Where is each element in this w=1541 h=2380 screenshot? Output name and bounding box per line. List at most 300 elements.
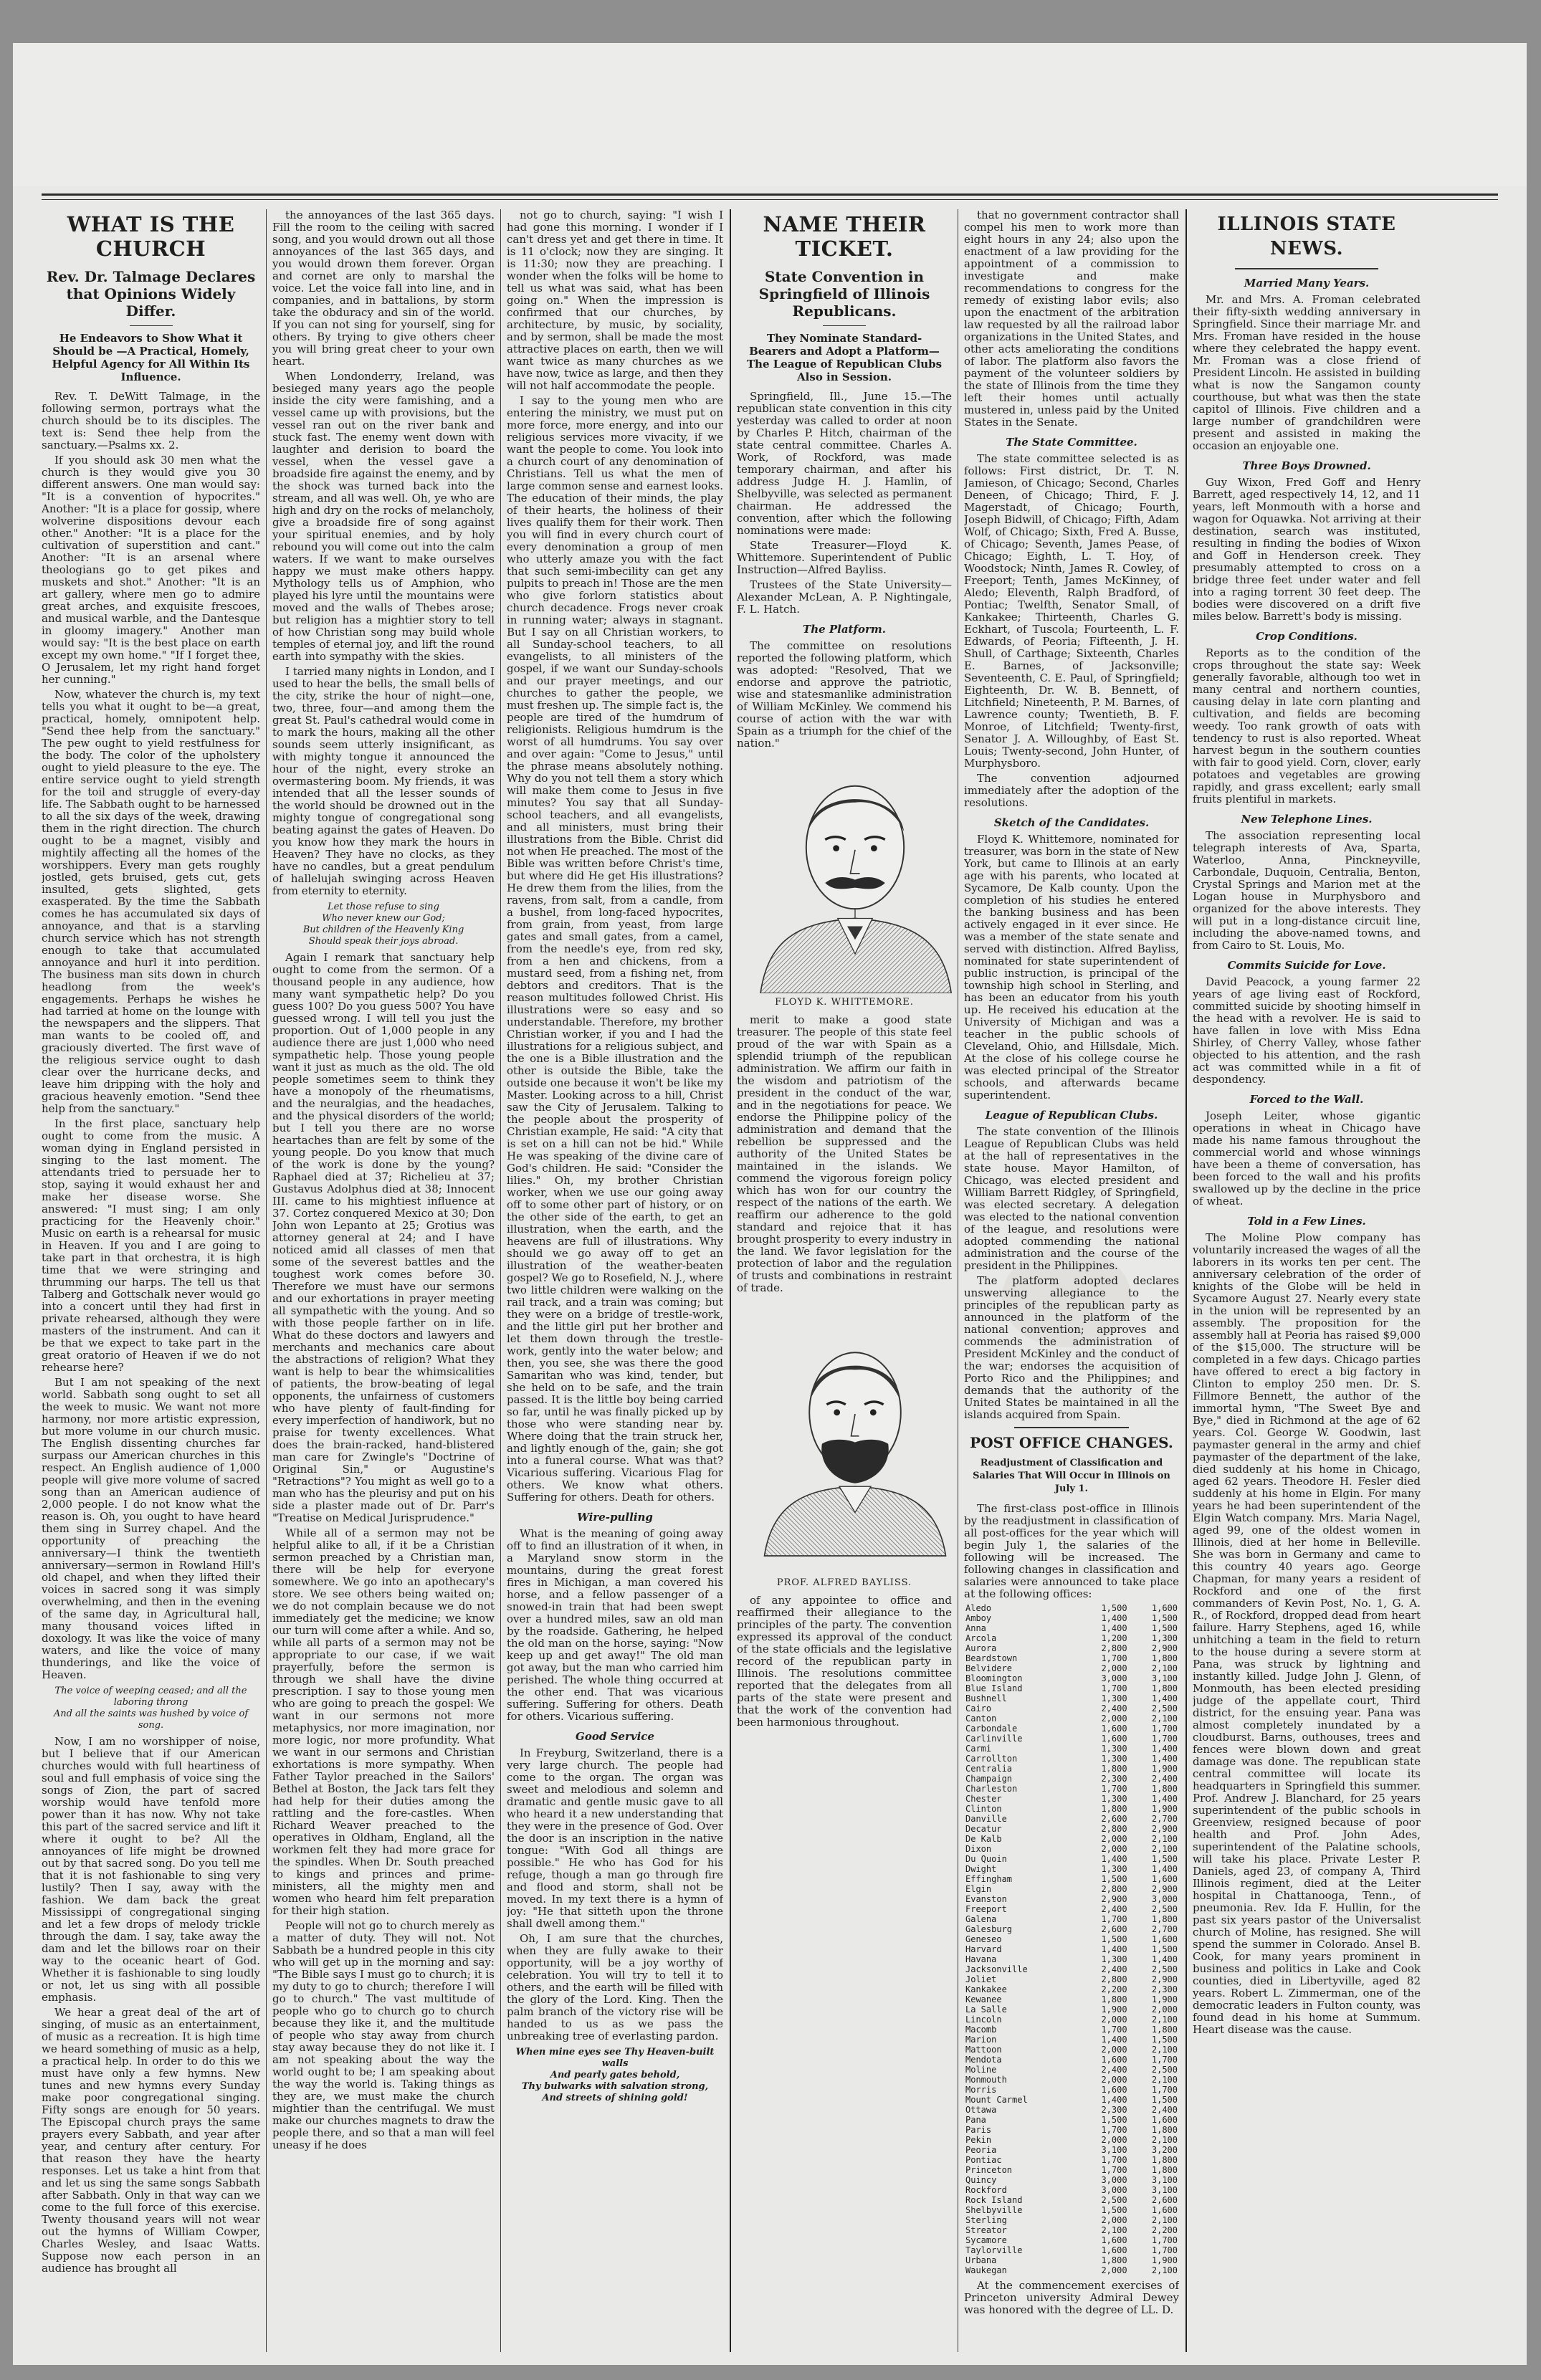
column-1 (42, 209, 260, 2352)
table-row (964, 1724, 1179, 1734)
table-row (964, 1653, 1179, 1663)
subdeck-convention: They Nominate Standard-Bearers and Adopt a Platform—The League of Republican Clubs Also in Session. (746, 332, 943, 383)
salary-cell: 2,000 (1101, 2015, 1127, 2025)
salary-cell: 2,000 (1101, 1844, 1127, 1854)
salary-cell: 1,600 (1151, 2115, 1178, 2125)
office-name-cell: Moline (965, 2065, 997, 2075)
salary-cell: 1,600 (1101, 2085, 1127, 2095)
office-name-cell: Bloomington (965, 1673, 1023, 1683)
office-name-cell: Peoria (965, 2145, 997, 2155)
headline-illinois-state-news: ILLINOIS STATE NEWS. (1217, 214, 1396, 259)
table-row (964, 1854, 1179, 1864)
table-row (964, 1613, 1179, 1623)
office-name-cell: Rockford (965, 2185, 1007, 2195)
table-row (964, 1964, 1179, 1974)
column-4 (737, 209, 952, 2352)
office-name-cell: Freeport (965, 1904, 1007, 1914)
salary-cell: 1,400 (1151, 1864, 1178, 1874)
news-item-title: Three Boys Drowned. (1242, 459, 1371, 472)
paragraph: Oh, I am sure that the churches, when they are fully awake to their opportunity, will be a joy worthy of celebration. You will try to tell it to others, and the earth will be filled with the glory of the Lord. King. Then the palm branch of the victory rise will be handed to us as we pass the unbreaking tree of everlasting pardon. (507, 1932, 723, 2042)
table-row (964, 2205, 1179, 2215)
salary-cell: 2,000 (1101, 2215, 1127, 2225)
salary-cell: 2,100 (1151, 2265, 1178, 2275)
salary-cell: 1,500 (1101, 1874, 1127, 1884)
news-item-text: The association representing local telegraph interests of Ava, Sparta, Waterloo, Anna, Pinckneyville, Carbondale, Duquoin, Centralia, Benton, Crystal Springs and Marion met at the Logan house in Murphysboro and organized for the above interests. They will put in a long-distance circuit line, including the above-named towns, and from Cairo to St. Louis, Mo. (1193, 829, 1421, 952)
salary-cell: 2,000 (1101, 2265, 1127, 2275)
salary-cell: 1,600 (1101, 2235, 1127, 2245)
office-name-cell: Pekin (965, 2135, 992, 2145)
salary-cell: 2,400 (1101, 2065, 1127, 2075)
paragraph: of any appointee to office and reaffirmed their allegiance to the principles of the party. The convention expressed its approval of the conduct of the state officials and the legislative record of the republican party in Illinois. The resolutions committee reported that the delegates from all parts of the state were present and that the work of the convention had been harmonious throughout. (737, 1594, 952, 1729)
table-row (964, 1984, 1179, 1994)
column-6 (1193, 209, 1421, 2352)
paragraph: When Londonderry, Ireland, was besieged many years ago the people inside the city were famishing, and a vessel came up with provisions, but the vessel ran out on the river bank and stuck fast. The enemy went down with laughter and derision to board the vessel, when the vessel gave a broadside fire against the enemy, and by the shock was turned back into the stream, and all was well. Oh, ye who are high and dry on the rocks of melancholy, give a broadside fire of song against your spiritual enemies, and by holy rebound you will come out into the calm waters. If we want to make ourselves happy we must make others happy. Mythology tells us of Amphion, who played his lyre until the mountains were moved and the walls of Thebes arose; but religion has a mightier story to tell of how Christian song may build whole temples of eternal joy, and lift the round earth into sympathy with the skies. (272, 370, 495, 663)
salary-cell: 1,500 (1151, 1944, 1178, 1954)
table-row (964, 2235, 1179, 2245)
table-row (964, 1734, 1179, 1744)
office-name-cell: Geneseo (965, 1934, 1002, 1944)
table-row (964, 1603, 1179, 1613)
section-title: League of Republican Clubs. (985, 1109, 1158, 1122)
salary-cell: 1,800 (1101, 1994, 1127, 2004)
subdeck-post-office: Readjustment of Classification and Salaries That Will Occur in Illinois on July 1. (973, 1458, 1170, 1494)
paragraph: But I am not speaking of the next world. Sabbath song ought to set all the week to music. We want not more harmony, nor more artistic expression, but more volume in our church music. The English dissenting churches far surpass our American churches in this respect. An English audience of 1,000 people will give more volume of sacred song than an American audience of 2,000 people. I do not know what the reason is. Oh, you ought to have heard them sing in Surrey chapel. And the opportunity of preaching the anniversary—I think the twentieth anniversary—sermon in Rowland Hill's old chapel, and when they lifted their voices in sacred song it was simply overwhelming, and then in the evening of the same day, in Agricultural hall, many thousand voices lifted in doxology. It was like the voice of many waters, and like the voice of many thunderings, and like the voice of Heaven. (42, 1376, 260, 1681)
paragraph: Rev. T. DeWitt Talmage, in the following sermon, portrays what the church should be to its disciples. The text is: Send thee help from the sanctuary.—Psalms xx. 2. (42, 390, 260, 451)
salary-cell: 2,300 (1101, 1774, 1127, 1784)
salary-cell: 1,600 (1101, 2245, 1127, 2255)
salary-cell: 1,800 (1151, 1784, 1178, 1794)
table-row (964, 1633, 1179, 1643)
salary-cell: 2,500 (1101, 2195, 1127, 2205)
salary-cell: 1,800 (1101, 1804, 1127, 1814)
poem-line: Let those refuse to sing (328, 902, 439, 912)
salary-cell: 2,100 (1151, 1834, 1178, 1844)
office-name-cell: Champaign (965, 1774, 1013, 1784)
salary-cell: 3,100 (1151, 2175, 1178, 2185)
salary-cell: 1,800 (1151, 2125, 1178, 2135)
paragraph: Now, whatever the church is, my text tells you what it ought to be—a great, practical, homely, omnipotent help. "Send thee help from the sanctuary." The pew ought to yield restfulness for the body. The color of the upholstery ought to yield pleasure to the eye. The entire service ought to yield strength for the toil and struggle of every-day life. The Sabbath ought to be harnessed to all the six days of the week, drawing them in the right direction. The church ought to be a magnet, visibly and mightily affecting all the homes of the worshippers. Every man gets roughly jostled, gets bruised, gets cut, gets insulted, gets slighted, gets exasperated. By the time the Sabbath comes he has accumulated six days of annoyance, and that is a starvling church service which has not strength enough to take that accumulated annoyance and hurl it into perdition. The business man sits down in church headlong from the week's engagements. Perhaps he wishes he had tarried at home on the lounge with the newspapers and the slippers. That man wants to be cooled off, and graciously diverted. The first wave of the religious service ought to dash clear over the hurricane decks, and leave him dripping with the holy and gracious heavenly emotion. "Send thee help from the sanctuary." (42, 688, 260, 1115)
table-row (964, 2035, 1179, 2045)
caption-whittemore: FLOYD K. WHITTEMORE. (775, 997, 914, 1008)
paragraph: If you should ask 30 men what the church is they would give you 30 different answers. One man would say: "It is a convention of hypocrites." Another: "It is a place for gossip, where wolverine dispositions devour each other." Another: "It is a place for the cultivation of superstition and cant." Another: "It is an arsenal where theologians go to get pikes and muskets and shot." Another: "It is an art gallery, where men go to admire great arches, and exquisite frescoes, and musical warble, and the Dantesque in gloomy imagery." Another man would say: "It is the best place on earth except my own home." "If I forget thee, O Jerusalem, let my right hand forget her cunning." (42, 454, 260, 686)
salary-cell: 1,700 (1101, 2155, 1127, 2165)
deck-talmage: Rev. Dr. Talmage Declares that Opinions Widely Differ. (46, 268, 256, 320)
salary-cell: 3,200 (1151, 2145, 1178, 2155)
poem-line: And streets of shining gold! (542, 2093, 688, 2103)
office-name-cell: Mattoon (965, 2045, 1002, 2055)
salary-cell: 1,700 (1151, 2235, 1178, 2245)
salary-cell: 2,300 (1151, 1984, 1178, 1994)
office-name-cell: Princeton (965, 2165, 1013, 2175)
office-name-cell: Decatur (965, 1824, 1002, 1834)
table-row (964, 2215, 1179, 2225)
office-name-cell: Dwight (965, 1864, 997, 1874)
salary-cell: 2,400 (1101, 1904, 1127, 1914)
salary-cell: 2,400 (1151, 1774, 1178, 1784)
caption-bayliss: PROF. ALFRED BAYLISS. (776, 1577, 912, 1588)
column-rule (1185, 209, 1187, 2352)
office-name-cell: Evanston (965, 1894, 1007, 1904)
table-row (964, 1914, 1179, 1924)
office-name-cell: Du Quoin (965, 1854, 1007, 1864)
salary-cell: 1,400 (1101, 2035, 1127, 2045)
news-item-title: Forced to the Wall. (1249, 1093, 1364, 1106)
office-name-cell: De Kalb (965, 1834, 1002, 1844)
office-name-cell: Rock Island (965, 2195, 1023, 2205)
table-row (964, 1643, 1179, 1653)
office-name-cell: Charleston (965, 1784, 1018, 1794)
salary-cell: 1,600 (1151, 2205, 1178, 2215)
office-name-cell: Pana (965, 2115, 986, 2125)
salary-cell: 1,500 (1151, 1613, 1178, 1623)
salary-cell: 2,800 (1101, 1884, 1127, 1894)
office-name-cell: Centralia (965, 1764, 1013, 1774)
salary-cell: 1,400 (1101, 1944, 1127, 1954)
salary-cell: 3,100 (1101, 2145, 1127, 2155)
salary-cell: 3,100 (1151, 1673, 1178, 1683)
salary-cell: 3,000 (1101, 2185, 1127, 2195)
table-row (964, 1994, 1179, 2004)
salary-cell: 1,700 (1101, 1784, 1127, 1794)
table-row (964, 1924, 1179, 1934)
office-name-cell: Monmouth (965, 2075, 1007, 2085)
salary-cell: 1,600 (1101, 1724, 1127, 1734)
salary-cell: 2,900 (1101, 1894, 1127, 1904)
table-row (964, 1714, 1179, 1724)
salary-cell: 1,900 (1151, 2255, 1178, 2265)
office-name-cell: Clinton (965, 1804, 1002, 1814)
salary-cell: 1,300 (1101, 1744, 1127, 1754)
paragraph: I say to the young men who are entering the ministry, we must put on more force, more energy, and into our religious services more vivacity, if we want the people to come. You look into a church court of any denomination of Christians. Tell us what the men of large common sense and earnest looks. The education of their minds, the play of their hearts, the holiness of their lives qualify them for their work. Then you will find in every church court of every denomination a group of men who utterly amaze you with the fact that such semi-imbecility can get any pulpits to preach in! Those are the men who give forlorn statistics about church decadence. Frogs never croak in running water; always in stagnant. But I say on all Christian workers, to all Sunday-school teachers, to all evangelists, to all ministers of the gospel, if we want our Sunday-schools and our prayer meetings, and our churches to gather the people, we must freshen up. The simple fact is, the people are tired of the humdrum of religionists. Religious humdrum is the worst of all humdrums. You say over and over again: "Come to Jesus," until the phrase means absolutely nothing. Why do you not tell them a story which will make them come to Jesus in five minutes? You say that all Sunday-school teachers, and all evangelists, and all ministers, must bring their illustrations from the Bible. Christ did not when He preached. The most of the Bible was written before Christ's time, but where did He get His illustrations? He drew them from the lilies, from the ravens, from salt, from a candle, from a bushel, from long-faced hypocrites, from grain, from yeast, from large gates and small gates, from a camel, from the needle's eye, from red sky, from a hen and chickens, from a mustard seed, from a fishing net, from debtors and creditors. That is the reason multitudes followed Christ. His illustrations were so easy and so understandable. Therefore, my brother Christian worker, if you and I had the illustrations for a religious subject, and the one is a Bible illustration and the other is outside the Bible, take the outside one because it won't be like my Master. Looking across to a hill, Christ saw the City of Jerusalem. Talking to the people about the prosperity of Christian example, He said: "A city that is set on a hill can not be hid." While He was speaking of the divine care of God's children. He said: "Consider the lilies." Oh, my brother Christian worker, when we use our going away off to some other part of history, or on the other side of the earth, to get an illustration, when the earth, and the heavens are full of illustrations. Why should we go away off to get an illustration of the weather-beaten gospel? We go to Rosefield, N. J., where two little children were walking on the rail track, and a train was coming; but they were on a bridge of trestle-work, and the little girl put her brother and let them down through the trestle-work, gently into the water below; and then, you see, she was there the good Samaritan who was kind, tender, but she held on to be safe, and the train passed. It is the little boy being carried so far, until he was finally picked up by those who were standing near by. Where doing that the train struck her, and lightly enough of the, gain; she got into a funeral course. What was that? Vicarious suffering. Vicarious Flag for others. We know what others. Suffering for others. Death for others. (507, 394, 723, 1504)
salary-cell: 1,200 (1101, 1633, 1127, 1643)
salary-cell: 2,900 (1151, 1884, 1178, 1894)
salary-cell: 1,700 (1101, 2025, 1127, 2035)
salary-cell: 1,800 (1151, 2155, 1178, 2165)
salary-cell: 1,900 (1101, 2004, 1127, 2015)
office-name-cell: Taylorville (965, 2245, 1023, 2255)
table-row (964, 2065, 1179, 2075)
salary-cell: 1,700 (1151, 2085, 1178, 2095)
subdeck-talmage: He Endeavors to Show What it Should be —A Practical, Homely, Helpful Agency for All Within Its Influence. (52, 332, 250, 383)
poem (507, 2047, 723, 2104)
salary-cell: 2,700 (1151, 1814, 1178, 1824)
office-name-cell: Blue Island (965, 1683, 1023, 1693)
salary-cell: 1,500 (1151, 2035, 1178, 2045)
paragraph: At the commencement exercises of Princeton university Admiral Dewey was honored with the degree of LL. D. (964, 2279, 1179, 2316)
salary-cell: 1,700 (1101, 2125, 1127, 2135)
paragraph: The state committee selected is as follows: First district, Dr. T. N. Jamieson, of Chicago; Second, Charles Deneen, of Chicago; Third, F. J. Magerstadt, of Chicago; Fourth, Joseph Bidwill, of Chicago; Fifth, Adam Wolf, of Chicago; Sixth, Fred A. Busse, of Chicago; Seventh, James Pease, of Chicago; Eighth, L. T. Hoy, of Woodstock; Ninth, James R. Cowley, of Freeport; Tenth, James McKinney, of Aledo; Eleventh, Ralph Bradford, of Pontiac; Twelfth, Senator Small, of Kankakee; Thirteenth, Charles G. Eckhart, of Tuscola; Fourteenth, L. F. Edwards, of Peoria; Fifteenth, J. H. Shull, of Carthage; Sixteenth, Charles E. Barnes, of Jacksonville; Seventeenth, C. E. Paul, of Springfield; Eighteenth, Dr. W. B. Bennett, of Litchfield; Nineteenth, P. M. Barnes, of Lawrence county; Twentieth, B. F. Monroe, of Litchfield; Twenty-first, Senator J. A. Willoughby, of East St. Louis; Twenty-second, John Hunter, of Murphysboro. (964, 452, 1179, 770)
salary-cell: 2,000 (1101, 1834, 1127, 1844)
table-row (964, 2055, 1179, 2065)
table-row (964, 1673, 1179, 1683)
salary-cell: 2,000 (1151, 2004, 1178, 2015)
table-row (964, 2155, 1179, 2165)
paragraph: State Treasurer—Floyd K. Whittemore. Superintendent of Public Instruction—Alfred Bayliss. (737, 539, 952, 576)
office-name-cell: Kewanee (965, 1994, 1002, 2004)
office-name-cell: Sycamore (965, 2235, 1007, 2245)
salary-cell: 1,400 (1101, 1854, 1127, 1864)
table-row (964, 1683, 1179, 1693)
salary-cell: 2,100 (1151, 2045, 1178, 2055)
table-row (964, 2165, 1179, 2175)
table-row (964, 2015, 1179, 2025)
section-divider: Wire-pulling (577, 1511, 653, 1524)
salary-cell: 2,100 (1151, 2215, 1178, 2225)
salary-cell: 2,600 (1101, 1814, 1127, 1824)
salary-cell: 2,500 (1151, 1904, 1178, 1914)
salary-cell: 2,300 (1101, 2105, 1127, 2115)
paragraph: The state convention of the Illinois League of Republican Clubs was held at the hall of representatives in the state house. Mayor Hamilton, of Chicago, was elected president and William Barrett Ridgley, of Springfield, was elected secretary. A delegation was elected to the national convention of the league, and resolutions were adopted commending the national administration and the course of the president in the Philippines. (964, 1125, 1179, 1272)
table-row (964, 1904, 1179, 1914)
salary-cell: 1,900 (1151, 1764, 1178, 1774)
table-row (964, 1864, 1179, 1874)
table-row (964, 1814, 1179, 1824)
news-item-text: Joseph Leiter, whose gigantic operations in wheat in Chicago have made his name famous throughout the commercial world and whose winnings have been a theme of conversation, has been forced to the wall and his profits swallowed up by the decline in the price of wheat. (1193, 1109, 1421, 1208)
salary-cell: 3,000 (1151, 1894, 1178, 1904)
salary-cell: 2,000 (1101, 1663, 1127, 1673)
table-row (964, 1884, 1179, 1894)
office-name-cell: Aurora (965, 1643, 997, 1653)
salary-cell: 1,500 (1151, 2095, 1178, 2105)
salary-cell: 2,100 (1151, 1714, 1178, 1724)
table-row (964, 2135, 1179, 2145)
salary-cell: 1,500 (1151, 1623, 1178, 1633)
office-name-cell: Urbana (965, 2255, 997, 2265)
table-row (964, 1894, 1179, 1904)
salary-cell: 1,400 (1151, 1754, 1178, 1764)
paragraph: the annoyances of the last 365 days. Fill the room to the ceiling with sacred song, and you would drown out all those annoyances of the last 365 days, and you would drown them forever. Organ and cornet are only to marshal the voice. Let the voice fall into line, and in companies, and in battalions, by storm take the obduracy and sin of the world. If you can not sing for yourself, sing for others. By trying to give others cheer you will bring great cheer to your own heart. (272, 209, 495, 368)
table-row (964, 2085, 1179, 2095)
table-row (964, 2225, 1179, 2235)
salary-cell: 1,700 (1151, 1724, 1178, 1734)
salary-cell: 1,300 (1101, 1754, 1127, 1764)
office-name-cell: Anna (965, 1623, 986, 1633)
salary-cell: 1,400 (1151, 1954, 1178, 1964)
office-name-cell: Streator (965, 2225, 1007, 2235)
salary-cell: 2,800 (1101, 1824, 1127, 1834)
table-row (964, 2265, 1179, 2275)
table-row (964, 1834, 1179, 1844)
poem (272, 902, 495, 947)
salary-cell: 2,100 (1101, 2225, 1127, 2235)
table-row (964, 2175, 1179, 2185)
salary-cell: 1,800 (1151, 2165, 1178, 2175)
paragraph: Springfield, Ill., June 15.—The republican state convention in this city yesterday was called to order at noon by Charles P. Hitch, chairman of the state central committee. Charles A. Work, of Rockford, was made temporary chairman, and after his address Judge H. J. Hamlin, of Shelbyville, was selected as permanent chairman. He addressed the convention, after which the following nominations were made: (737, 390, 952, 537)
salary-cell: 1,300 (1101, 1864, 1127, 1874)
salary-cell: 2,500 (1151, 2065, 1178, 2075)
table-row (964, 1974, 1179, 1984)
salary-cell: 1,400 (1101, 2095, 1127, 2105)
salary-cell: 1,500 (1151, 1854, 1178, 1864)
table-row (964, 1764, 1179, 1774)
office-name-cell: Canton (965, 1714, 997, 1724)
office-name-cell: Lincoln (965, 2015, 1002, 2025)
salary-cell: 2,800 (1101, 1974, 1127, 1984)
salary-cell: 1,800 (1151, 1653, 1178, 1663)
salary-cell: 3,000 (1101, 2175, 1127, 2185)
office-name-cell: Carbondale (965, 1724, 1018, 1734)
salary-cell: 1,800 (1151, 2025, 1178, 2035)
divider (130, 325, 173, 326)
poem-line: And pearly gates behold, (550, 2070, 680, 2080)
salary-cell: 1,800 (1101, 1764, 1127, 1774)
column-5 (964, 209, 1179, 2352)
paragraph: that no government contractor shall compel his men to work more than eight hours in any 24; also upon the enactment of a law providing for the appointment of a commission to investigate and make recommendations to congress for the remedy of existing labor evils; also upon the enactment of the arbitration law requested by all the railroad labor organizations in the United States, and other acts ameliorating the conditions of labor. The platform also favors the payment of the volunteer soldiers by the state of Illinois from the time they left their homes until actually mustered in, unless paid by the United States in the Senate. (964, 209, 1179, 429)
table-row (964, 1944, 1179, 1954)
news-item-text: The Moline Plow company has voluntarily increased the wages of all the laborers in its works ten per cent. The anniversary celebration of the order of knights of the Globe will be held in Sycamore August 27. Nearly every state in the union will be represented by an assembly. The proposition for the assembly hall at Peoria has raised $9,000 of the $15,000. The structure will be completed in a few days. Chicago parties have offered to erect a big factory in Clinton to employ 250 men. Dr. S. Fillmore Bennett, the author of the immortal hymn, "The Sweet Bye and Bye," died in Richmond at the age of 62 years. Col. George W. Goodwin, last paymaster general in the army and chief paymaster of the department of the lake, died suddenly at his home in Chicago, aged 62 years. Theodore H. Fesler died suddenly at his home in Elgin. For many years he had been superintendent of the Elgin Watch company. Mrs. Maria Nagel, aged 99, one of the oldest women in Illinois, died at her home in Belleville. She was born in Germany and came to this country 40 years ago. George Chapman, for many years a resident of Rockford and one of the first commanders of Kevin Post, No. 1, G. A. R., of Rockford, dropped dead from heart failure. Harry Stephens, aged 16, while unhitching a team in the field to return to the house during a severe storm at Pana, was struck by lightning and instantly killed. Judge John J. Glenn, of Monmouth, has been elected presiding judge of the appellate court, Third district, for the ensuing year. Pana was almost completely inundated by a cloudburst. Barns, outhouses, trees and fences were blown down and great damage was done. The republican state central committee will locate its headquarters in Springfield this summer. Prof. Andrew J. Blanchard, for 25 years superintendent of the public schools in Greenview, resigned because of poor health and Prof. John Ades, superintendent of the Palatine schools, will take his place. Private Lester P. Daniels, aged 23, of company A, Third Illinois regiment, died at the Leiter hospital in Chattanooga, Tenn., of pneumonia. Rev. Ida F. Hullin, for the past six years pastor of the Universalist church of Moline, has resigned. She will spend the summer in Colorado. Ansel B. Cook, for many years prominent in business and politics in Lake and Cook counties, died in Libertyville, aged 82 years. Robert L. Zimmerman, one of the democratic leaders in Fulton county, was found dead in his home at Summum. Heart disease was the cause. (1193, 1231, 1421, 2036)
divider (823, 325, 866, 326)
salary-cell: 2,700 (1151, 1924, 1178, 1934)
table-row (964, 2045, 1179, 2055)
salary-cell: 2,600 (1151, 2195, 1178, 2205)
salary-cell: 2,900 (1151, 1643, 1178, 1653)
table-row (964, 1693, 1179, 1703)
paragraph: The first-class post-office in Illinois by the readjustment in classification of all post-offices for the year which will begin July 1, the salaries of the following will be increased. The following changes in classification and salaries were announced to take place at the following offices: (964, 1502, 1179, 1600)
office-name-cell: Carrollton (965, 1754, 1018, 1764)
column-rule (266, 209, 267, 2352)
salary-cell: 1,700 (1151, 2245, 1178, 2255)
poem-line: Should speak their joys abroad. (308, 936, 459, 947)
salary-cell: 1,800 (1151, 1683, 1178, 1693)
news-items (1193, 277, 1421, 2036)
office-name-cell: Waukegan (965, 2265, 1007, 2275)
paragraph: The convention adjourned immediately after the adoption of the resolutions. (964, 772, 1179, 809)
office-name-cell: Effingham (965, 1874, 1013, 1884)
office-name-cell: Shelbyville (965, 2205, 1023, 2215)
salary-cell: 1,500 (1101, 1934, 1127, 1944)
column-rule (730, 209, 731, 2352)
section-divider: Good Service (576, 1730, 654, 1743)
table-row (964, 1874, 1179, 1884)
section-title: The Platform. (803, 623, 886, 636)
salary-cell: 2,800 (1101, 1643, 1127, 1653)
divider (1235, 268, 1378, 269)
office-name-cell: Joliet (965, 1974, 997, 1984)
paragraph: While all of a sermon may not be helpful alike to all, if it be a Christian sermon preached by a Christian man, there will be help for everyone somewhere. We go into an apothecary's store. We see others being waited on; we do not complain because we do not immediately get the medicine; we know our turn will come after a while. And so, while all parts of a sermon may not be appropriate to our case, if we wait prayerfully, before the sermon is through we shall have the divine prescription. I say to those young men who are going to preach the gospel: We want in our sermons not more metaphysics, nor more imagination, nor more logic, nor more profundity. What we want in our sermons and Christian exhortations is more sympathy. When Father Taylor preached in the Sailors' Bethel at Boston, the Jack tars felt they had help for their duties among the rattling and the fore-castles. When Richard Weaver preached to the operatives in Oldham, England, all the workmen felt they had more grace for the spindles. When Dr. South preached to kings and princes and prime-ministers, all the mighty men and women who heard him felt preparation for their high station. (272, 1526, 495, 1917)
news-item-title: Married Many Years. (1244, 277, 1370, 290)
office-name-cell: Mendota (965, 2055, 1002, 2065)
salary-cell: 1,600 (1101, 1734, 1127, 1744)
salary-cell: 2,200 (1101, 1984, 1127, 1994)
salary-cell: 2,100 (1151, 1844, 1178, 1854)
salary-cell: 3,100 (1151, 2185, 1178, 2195)
salary-cell: 2,400 (1101, 1964, 1127, 1974)
salary-cell: 3,000 (1101, 1673, 1127, 1683)
salary-cell: 1,500 (1101, 2205, 1127, 2215)
salary-cell: 1,900 (1151, 1994, 1178, 2004)
salary-cell: 1,400 (1151, 1794, 1178, 1804)
table-row (964, 2185, 1179, 2195)
salary-cell: 2,200 (1151, 2225, 1178, 2235)
office-name-cell: Marion (965, 2035, 997, 2045)
salary-cell: 1,600 (1151, 1874, 1178, 1884)
top-rule-thin (42, 199, 1498, 200)
office-name-cell: Carlinville (965, 1734, 1023, 1744)
section-title: Sketch of the Candidates. (993, 816, 1150, 829)
news-item-title: Commits Suicide for Love. (1227, 959, 1386, 972)
paragraph: Again I remark that sanctuary help ought to come from the sermon. Of a thousand people in any audience, how many want sympathetic help? Do you guess 100? Do you guess 500? You have guessed wrong. I will tell you just the proportion. Out of 1,000 people in any audience there are just 1,000 who need sympathetic help. Those young people want it just as much as the old. The old people sometimes seem to think they have a monopoly of the rheumatisms, and the neuralgias, and the headaches, and the physical disorders of the world; but I tell you there are no worse heartaches than are felt by some of the young people. Do you know that much of the work is done by the young? Raphael died at 37; Richelieu at 37; Gustavus Adolphus died at 38; Innocent III. came to his mightiest influence at 37. Cortez conquered Mexico at 30; Don John won Lepanto at 25; Grotius was attorney general at 24; and I have noticed amid all classes of men that some of the severest battles and the toughest work comes before 30. Therefore we must have our sermons and our exhortations in prayer meeting all sympathetic with the young. And so with those people farther on in life. What do these doctors and lawyers and merchants and mechanics care about the abstractions of religion? What they want is help to bear the whimsicalities of patients, the brow-beating of legal opponents, the unfairness of customers who have plenty of fault-finding for every imperfection of handiwork, but no praise for twenty excellences. What does the brain-racked, hand-blistered man care for Zwingle's "Doctrine of Original Sin," or Augustine's "Retractions"? You might as well go to a man who has the pleurisy and put on his side a plaster made out of Dr. Parr's "Treatise on Medical Jurisprudence." (272, 951, 495, 1524)
table-row (964, 1784, 1179, 1794)
office-name-cell: Galena (965, 1914, 997, 1924)
salary-cell: 2,100 (1151, 2135, 1178, 2145)
table-row (964, 1774, 1179, 1784)
salary-cell: 1,600 (1151, 1603, 1178, 1613)
office-name-cell: Jacksonville (965, 1964, 1028, 1974)
table-row (964, 1663, 1179, 1673)
poem-line: When mine eyes see Thy Heaven-built walls (515, 2047, 715, 2069)
office-name-cell: Carmi (965, 1744, 992, 1754)
table-row (964, 1804, 1179, 1814)
poem-line: And all the saints was hushed by voice of song. (53, 1708, 249, 1731)
office-name-cell: Chester (965, 1794, 1002, 1804)
office-name-cell: Ottawa (965, 2105, 997, 2115)
column-rule (500, 209, 501, 2352)
poem-line: But children of the Heavenly King (302, 924, 464, 935)
column-2 (272, 209, 495, 2352)
news-item-text: David Peacock, a young farmer 22 years of age living east of Rockford, committed suicide by shooting himself in the head with a revolver. He is said to have fallen in love with Miss Edna Shirley, of Cherry Valley, whose father objected to his attention, and the rash act was committed while in a fit of despondency. (1193, 975, 1421, 1086)
news-item-title: Told in a Few Lines. (1247, 1215, 1366, 1228)
poem-line: Who never knew our God; (322, 913, 445, 924)
column-3 (507, 209, 723, 2352)
deck-state-convention: State Convention in Springfield of Illinois Republicans. (758, 268, 930, 320)
salary-cell: 1,700 (1151, 2055, 1178, 2065)
table-row (964, 2245, 1179, 2255)
office-name-cell: Pontiac (965, 2155, 1002, 2165)
office-name-cell: Mount Carmel (965, 2095, 1028, 2105)
paragraph: The platform adopted declares unswerving allegiance to the principles of the republican party as announced in the platform of the national convention; approves and commends the administration of President McKinley and the conduct of the war; endorses the acquisition of Porto Rico and the Philippines; and demands that the authority of the United States be maintained in all the islands acquired from Spain. (964, 1274, 1179, 1421)
top-margin (13, 43, 1527, 186)
office-name-cell: Dixon (965, 1844, 992, 1854)
table-row (964, 2145, 1179, 2155)
office-name-cell: Bushnell (965, 1693, 1007, 1703)
salary-cell: 2,100 (1151, 2075, 1178, 2085)
table-row (964, 1754, 1179, 1764)
office-name-cell: Galesburg (965, 1924, 1013, 1934)
table-row (964, 2255, 1179, 2265)
table-row (964, 2195, 1179, 2205)
paragraph: Trustees of the State University—Alexander McLean, A. P. Nightingale, F. L. Hatch. (737, 578, 952, 616)
salary-cell: 2,900 (1151, 1824, 1178, 1834)
news-item-title: New Telephone Lines. (1241, 813, 1373, 826)
office-name-cell: Harvard (965, 1944, 1002, 1954)
office-name-cell: Aledo (965, 1603, 992, 1613)
table-row (964, 2125, 1179, 2135)
table-row (964, 1934, 1179, 1944)
divider (1014, 1427, 1129, 1428)
office-name-cell: Macomb (965, 2025, 997, 2035)
salary-cell: 2,500 (1151, 1703, 1178, 1714)
salary-cell: 1,700 (1101, 1683, 1127, 1693)
salary-cell: 1,400 (1101, 1623, 1127, 1633)
headline-name-their-ticket: NAME THEIR TICKET. (763, 212, 926, 261)
salary-cell: 1,800 (1101, 2255, 1127, 2265)
salary-cell: 1,600 (1151, 1934, 1178, 1944)
table-row (964, 1703, 1179, 1714)
table-row (964, 2075, 1179, 2085)
office-name-cell: Belvidere (965, 1663, 1013, 1673)
salary-cell: 2,400 (1101, 1703, 1127, 1714)
table-row (964, 1954, 1179, 1964)
newspaper-page (13, 43, 1527, 2365)
office-name-cell: Danville (965, 1814, 1007, 1824)
paragraph: In the first place, sanctuary help ought to come from the music. A woman dying in England persisted in singing to the last moment. The attendants tried to persuade her to stop, saying it would exhaust her and make her disease worse. She answered: "I must sing; I am only practicing for the Heavenly choir." Music on earth is a rehearsal for music in Heaven. If you and I are going to take part in that orchestra, it is high time that we were stringing and thrumming our harps. The tell us that Talberg and Gottschalk never would go into a concert until they had first in private rehearsed, although they were masters of the instrument. And can it be that we expect to take part in the great oratorio of Heaven if we do not rehearse here? (42, 1117, 260, 1374)
office-name-cell: Cairo (965, 1703, 992, 1714)
salary-cell: 2,900 (1151, 1974, 1178, 1984)
office-name-cell: Amboy (965, 1613, 992, 1623)
table-row (964, 2004, 1179, 2015)
salary-cell: 2,000 (1101, 2135, 1127, 2145)
salary-cell: 1,300 (1101, 1794, 1127, 1804)
